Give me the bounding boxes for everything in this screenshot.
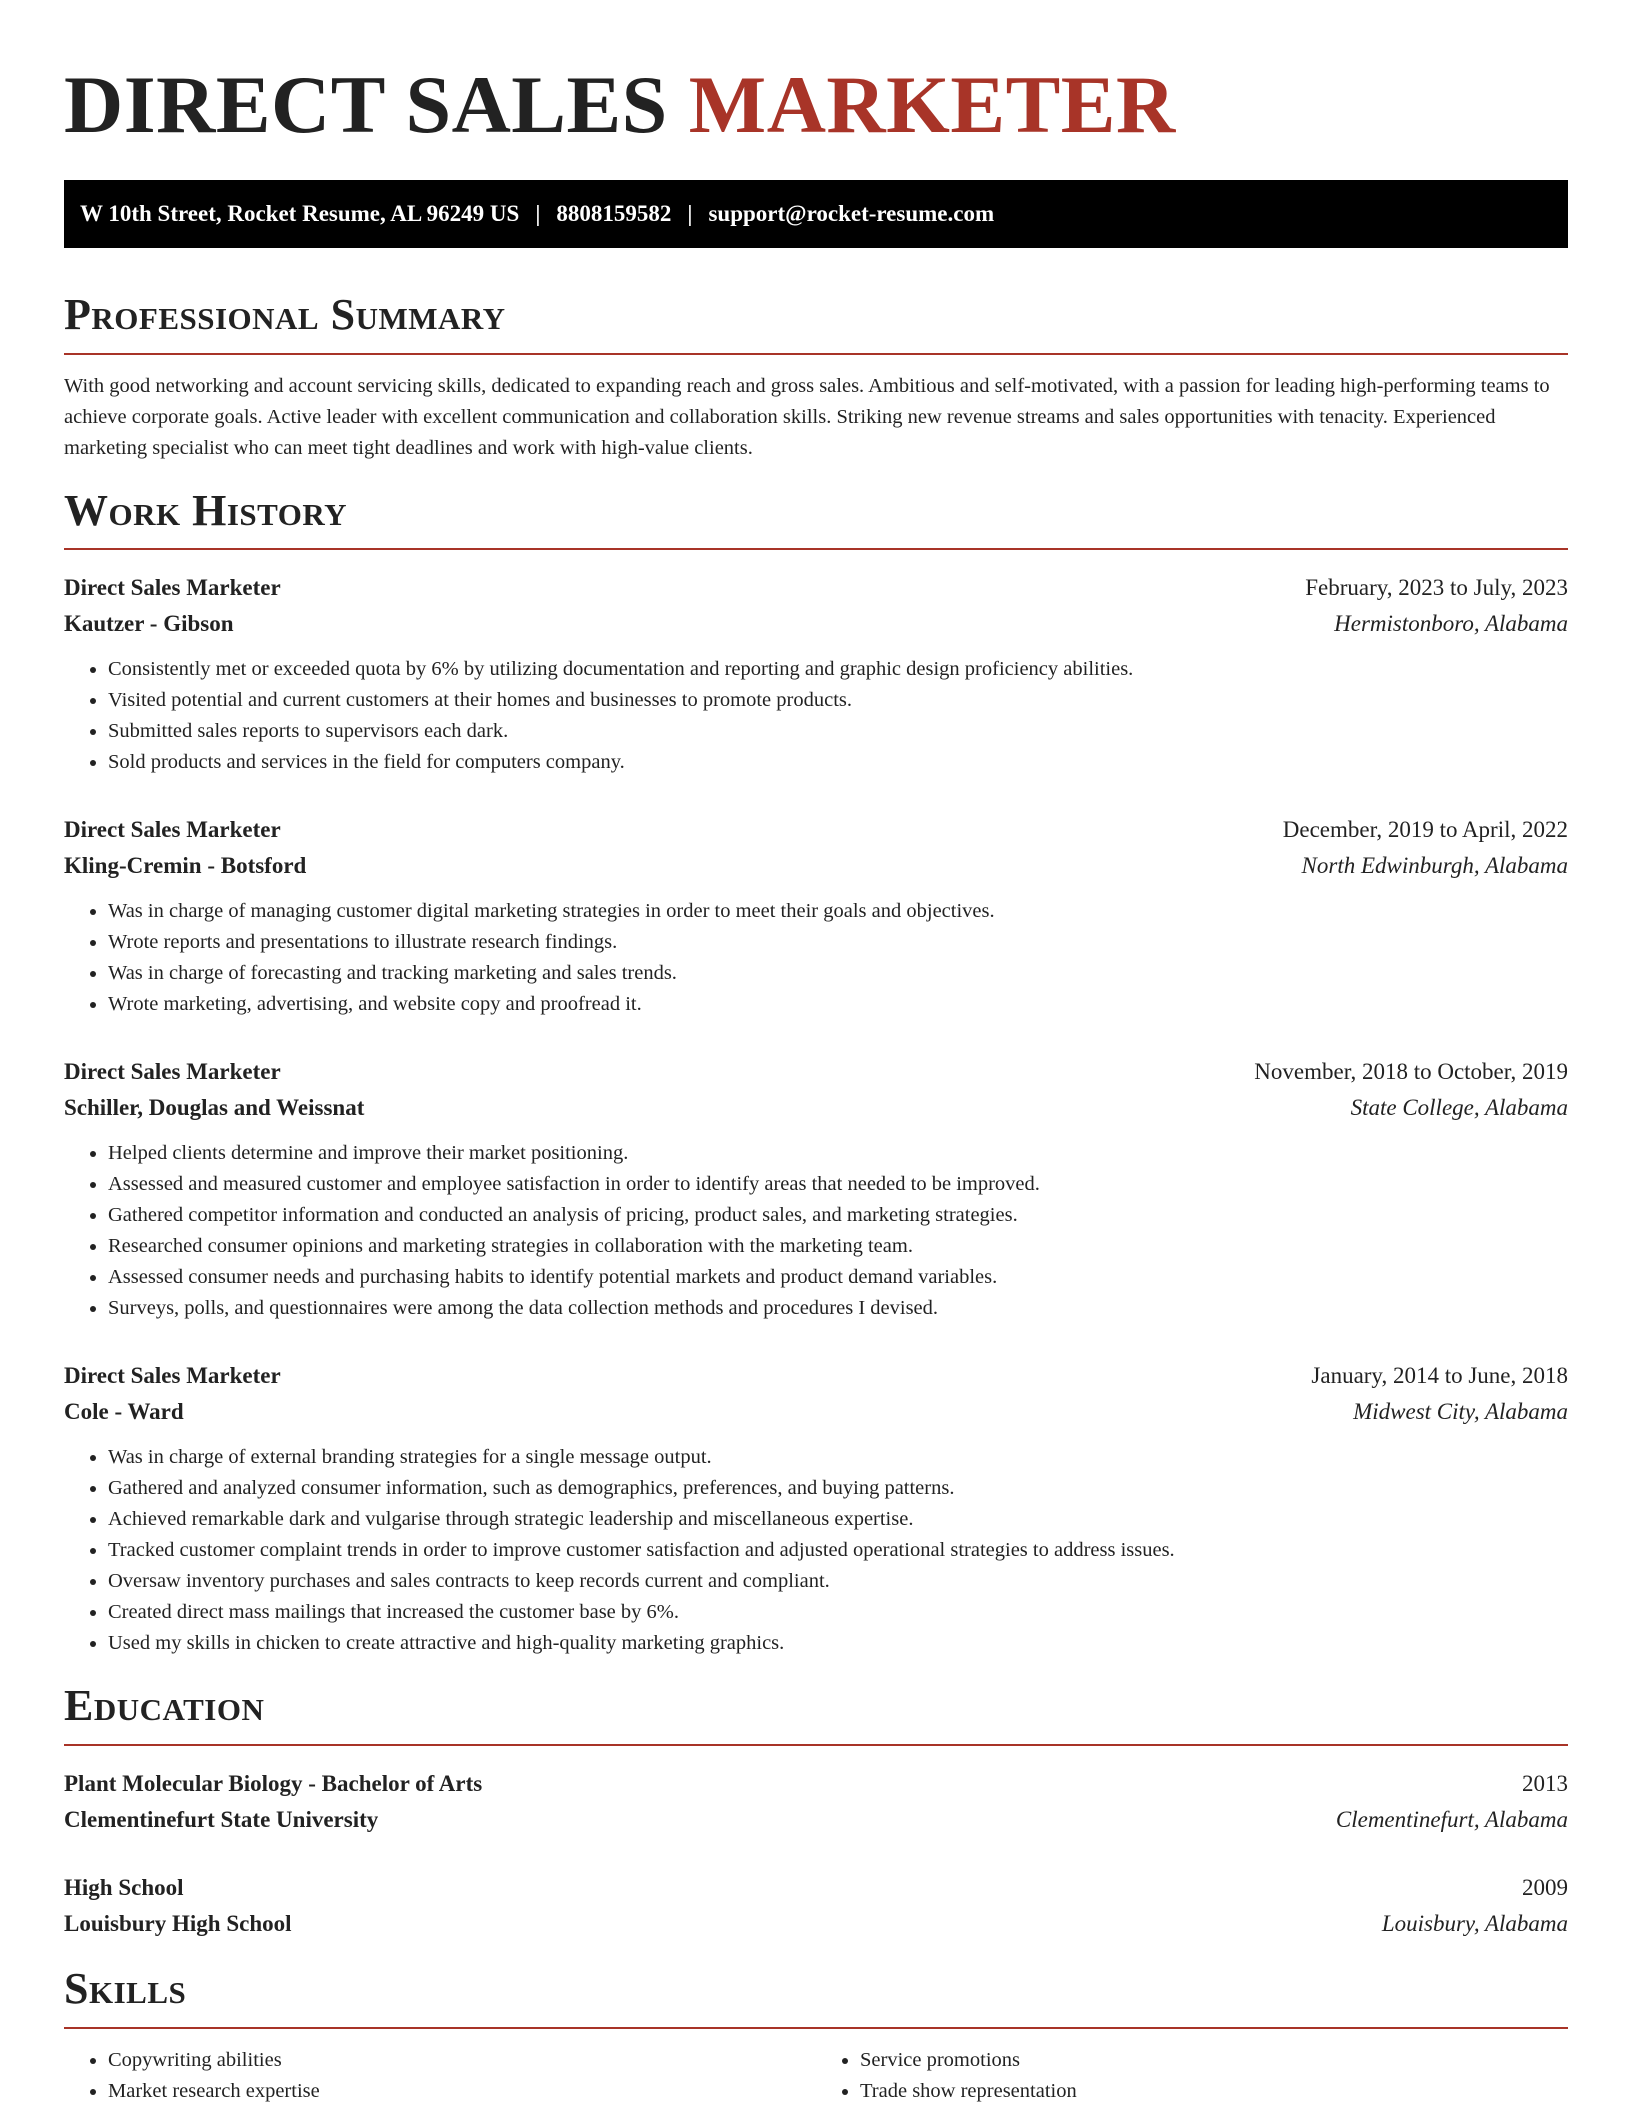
skill-item: • Trade show representation xyxy=(860,2076,1568,2107)
job-entry xyxy=(64,812,1568,1020)
contact-bar xyxy=(64,180,1568,248)
job-location: North Edwinburgh, Alabama xyxy=(1301,853,1568,879)
contact-phone: 8808159582 xyxy=(556,201,672,227)
job-bullet: • Helped clients determine and improve their market positioning. xyxy=(108,1138,1568,1169)
job-title: Direct Sales Marketer xyxy=(64,1363,281,1389)
summary-text: With good networking and account servicing skills, dedicated to expanding reach and gross sales. Ambitious and self-motivated, with a passion for leading high-performing teams to achieve corporate goals. Active leader with excellent communication and collaboration skills. Striking new revenue streams and sales opportunities with tenacity. Experienced marketing specialist who can meet tight deadlines and work with high-value clients. xyxy=(64,374,1550,459)
job-title: Direct Sales Marketer xyxy=(64,1059,281,1085)
job-bullet: • Assessed and measured customer and employee satisfaction in order to identify areas that needed to be improved. xyxy=(108,1169,1568,1200)
job-bullet: • Oversaw inventory purchases and sales contracts to keep records current and compliant. xyxy=(108,1566,1568,1597)
skill-item: • Service promotions xyxy=(860,2045,1568,2076)
job-bullet: • Wrote reports and presentations to illustrate research findings. xyxy=(108,927,1568,958)
contact-address: W 10th Street, Rocket Resume, AL 96249 US xyxy=(80,201,520,227)
job-bullet: • Achieved remarkable dark and vulgarise through strategic leadership and miscellaneous expertise. xyxy=(108,1504,1568,1535)
job-entry xyxy=(64,1054,1568,1324)
job-bullet: • Was in charge of forecasting and tracking marketing and sales trends. xyxy=(108,958,1568,989)
job-bullet: • Was in charge of managing customer digital marketing strategies in order to meet their goals and objectives. xyxy=(108,896,1568,927)
job-bullet: • Consistently met or exceeded quota by 6% by utilizing documentation and reporting and graphic design proficiency abilities. xyxy=(108,654,1568,685)
title-part-1: DIRECT SALES xyxy=(64,59,668,150)
job-bullets xyxy=(64,896,1568,1020)
job-location: Hermistonboro, Alabama xyxy=(1334,611,1568,637)
contact-email: support@rocket-resume.com xyxy=(708,201,995,227)
job-company: Kling-Cremin - Botsford xyxy=(64,853,307,879)
education-location: Clementinefurt, Alabama xyxy=(1335,1807,1568,1833)
contact-separator: | xyxy=(687,201,693,227)
job-company: Kautzer - Gibson xyxy=(64,611,234,637)
section-divider xyxy=(64,353,1568,355)
section-divider xyxy=(64,1744,1568,1746)
skill-item: • Market research expertise xyxy=(108,2076,816,2107)
education-entry xyxy=(64,1766,1568,1838)
education-year: 2009 xyxy=(1522,1875,1568,1901)
job-bullet: • Submitted sales reports to supervisors each dark. xyxy=(108,716,1568,747)
skills-heading: Skills xyxy=(64,1964,187,2014)
summary-heading: Professional Summary xyxy=(64,290,506,340)
job-dates: December, 2019 to April, 2022 xyxy=(1282,817,1568,843)
job-bullets xyxy=(64,654,1568,778)
job-bullet: • Created direct mass mailings that increased the customer base by 6%. xyxy=(108,1597,1568,1628)
education-degree: Plant Molecular Biology - Bachelor of Arts xyxy=(64,1771,483,1797)
job-title: Direct Sales Marketer xyxy=(64,817,281,843)
skills-list xyxy=(64,2045,1568,2107)
job-dates: January, 2014 to June, 2018 xyxy=(1311,1363,1568,1389)
skills-column-right xyxy=(816,2045,1568,2107)
job-bullet: • Used my skills in chicken to create attractive and high-quality marketing graphics. xyxy=(108,1628,1568,1659)
education-school: Clementinefurt State University xyxy=(64,1807,379,1833)
job-bullet: • Assessed consumer needs and purchasing habits to identify potential markets and product demand variables. xyxy=(108,1262,1568,1293)
job-bullet: • Gathered and analyzed consumer information, such as demographics, preferences, and buying patterns. xyxy=(108,1473,1568,1504)
job-bullet: • Surveys, polls, and questionnaires were among the data collection methods and procedures I devised. xyxy=(108,1293,1568,1324)
job-entry xyxy=(64,570,1568,778)
section-divider xyxy=(64,2027,1568,2029)
job-bullet: • Gathered competitor information and conducted an analysis of pricing, product sales, and marketing strategies. xyxy=(108,1200,1568,1231)
contact-separator: | xyxy=(535,201,541,227)
job-bullet: • Sold products and services in the field for computers company. xyxy=(108,747,1568,778)
job-bullet: • Visited potential and current customers at their homes and businesses to promote products. xyxy=(108,685,1568,716)
education-heading: Education xyxy=(64,1681,265,1731)
job-bullets xyxy=(64,1442,1568,1659)
education-school: Louisbury High School xyxy=(64,1911,292,1937)
job-bullet: • Researched consumer opinions and marketing strategies in collaboration with the marketing team. xyxy=(108,1231,1568,1262)
skill-item: • Copywriting abilities xyxy=(108,2045,816,2076)
job-bullet: • Wrote marketing, advertising, and website copy and proofread it. xyxy=(108,989,1568,1020)
job-bullet: • Was in charge of external branding strategies for a single message output. xyxy=(108,1442,1568,1473)
job-company: Cole - Ward xyxy=(64,1399,184,1425)
education-degree: High School xyxy=(64,1875,184,1901)
job-dates: November, 2018 to October, 2019 xyxy=(1254,1059,1568,1085)
job-dates: February, 2023 to July, 2023 xyxy=(1305,575,1568,601)
title-part-2: MARKETER xyxy=(688,59,1176,150)
education-location: Louisbury, Alabama xyxy=(1381,1911,1568,1937)
job-bullet: • Tracked customer complaint trends in order to improve customer satisfaction and adjusted operational strategies to address issues. xyxy=(108,1535,1568,1566)
job-location: Midwest City, Alabama xyxy=(1353,1399,1568,1425)
job-company: Schiller, Douglas and Weissnat xyxy=(64,1095,365,1121)
section-divider xyxy=(64,548,1568,550)
resume-title xyxy=(64,58,1568,152)
job-title: Direct Sales Marketer xyxy=(64,575,281,601)
job-location: State College, Alabama xyxy=(1350,1095,1568,1121)
education-entry xyxy=(64,1870,1568,1942)
skills-column-left xyxy=(64,2045,816,2107)
education-year: 2013 xyxy=(1522,1771,1568,1797)
job-entry xyxy=(64,1358,1568,1659)
job-bullets xyxy=(64,1138,1568,1324)
work-history-heading: Work History xyxy=(64,485,348,535)
